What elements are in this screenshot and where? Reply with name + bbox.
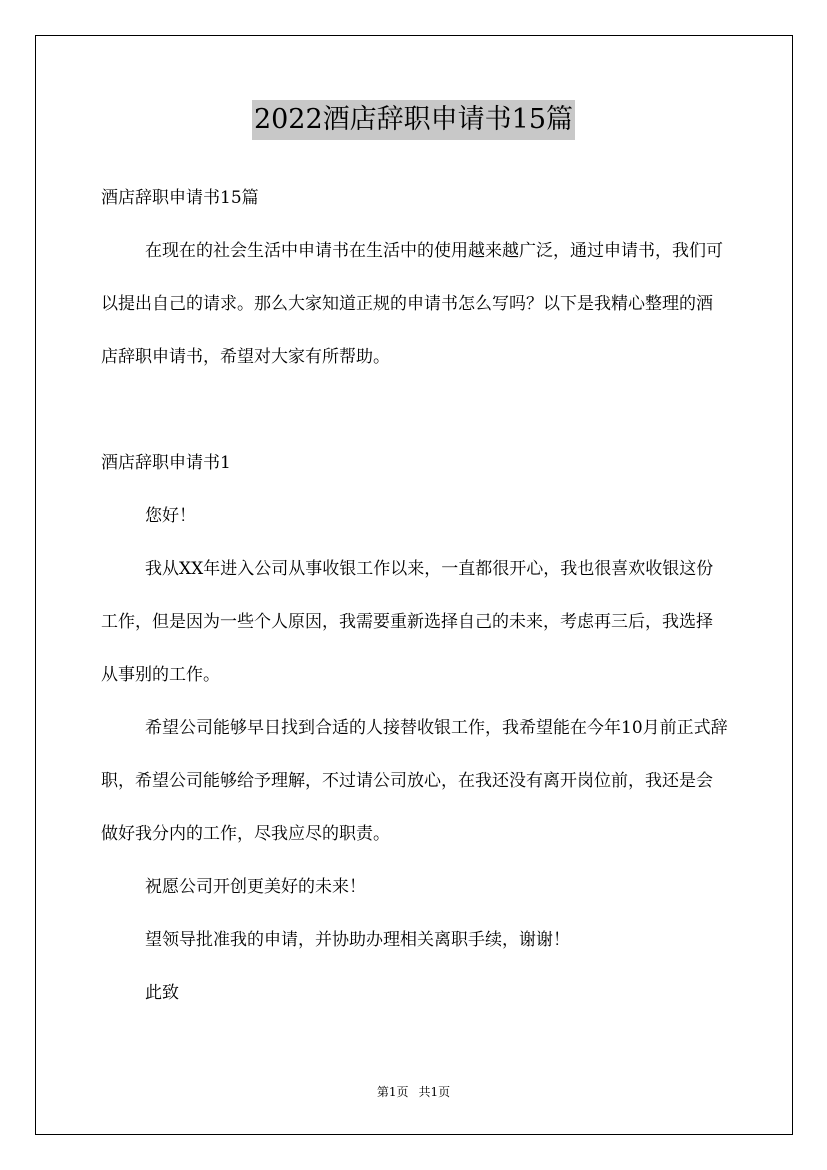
page-total: 共1页 xyxy=(418,1085,451,1099)
body-paragraph-1: 我从XX年进入公司从事收银工作以来，一直都很开心，我也很喜欢收银这份工作，但是因为一些个人原因，我需要重新选择自己的未来，考虑再三后，我选择从事别的工作。 xyxy=(101,559,714,685)
greeting: 您好！ xyxy=(145,506,196,526)
document-title: 2022酒店辞职申请书15篇 xyxy=(252,100,575,140)
title-container xyxy=(0,100,827,140)
document-subtitle: 酒店辞职申请书15篇 xyxy=(101,188,259,208)
body-paragraph-2: 希望公司能够早日找到合适的人接替收银工作，我希望能在今年10月前正式辞职，希望公司能够给予理解，不过请公司放心，在我还没有离开岗位前，我还是会做好我分内的工作，尽我应尽的职责。 xyxy=(101,718,728,844)
section-heading: 酒店辞职申请书1 xyxy=(101,453,231,473)
page-footer xyxy=(0,1083,827,1101)
intro-paragraph: 在现在的社会生活中申请书在生活中的使用越来越广泛，通过申请书，我们可以提出自己的请求。那么大家知道正规的申请书怎么写吗？以下是我精心整理的酒店辞职申请书，希望对大家有所帮助。 xyxy=(101,241,723,367)
body-paragraph-4: 望领导批准我的申请，并协助办理相关离职手续，谢谢！ xyxy=(145,930,570,950)
page-number: 第1页 xyxy=(376,1085,409,1099)
section-spacer xyxy=(101,384,728,437)
body-paragraph-3: 祝愿公司开创更美好的未来！ xyxy=(145,877,366,897)
document-body xyxy=(101,172,728,1020)
closing-line: 此致 xyxy=(145,983,179,1003)
